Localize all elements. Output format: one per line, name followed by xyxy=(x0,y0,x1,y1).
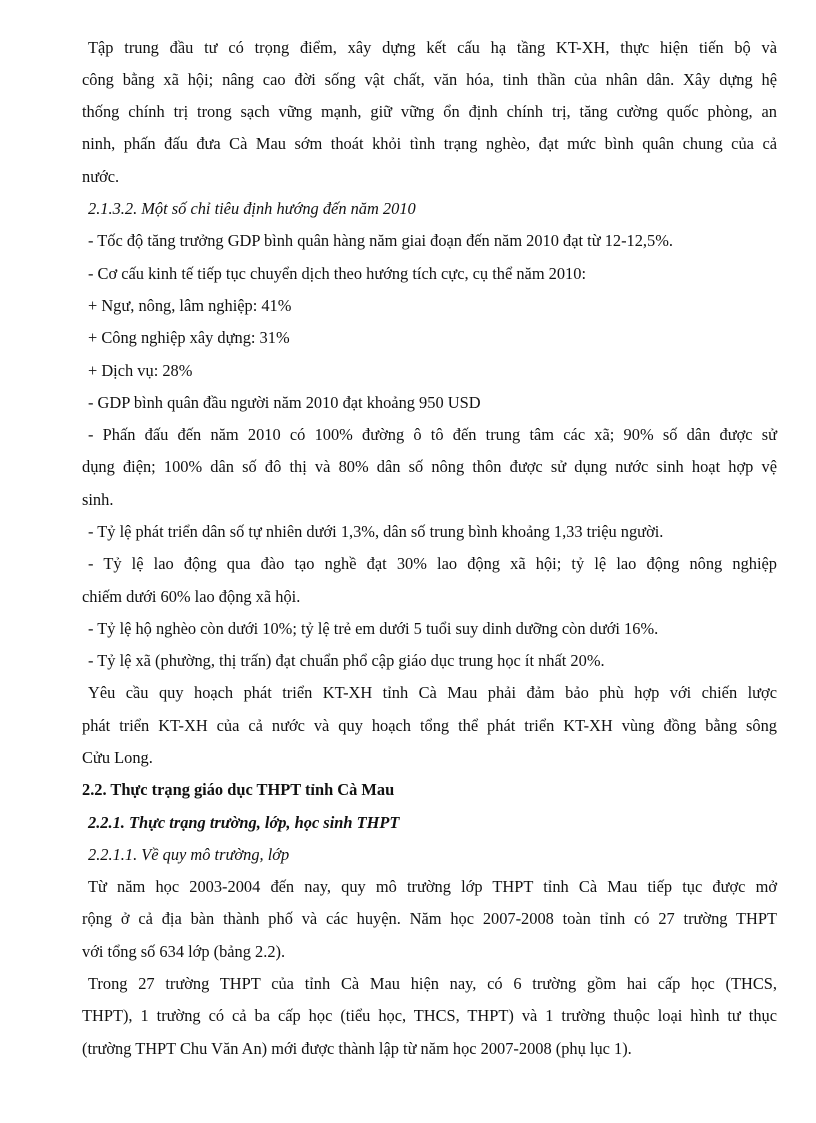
scale-line-3: với tổng số 634 lớp (bảng 2.2). xyxy=(82,942,286,961)
target-poverty: - Tỷ lệ hộ nghèo còn dưới 10%; tỷ lệ trẻ em dưới 5 tuổi suy dinh dưỡng còn dưới 16%. xyxy=(88,619,659,638)
target-gdp-growth: - Tốc độ tăng trưởng GDP bình quân hàng năm giai đoạn đến năm 2010 đạt từ 12-12,5%. xyxy=(88,231,673,250)
paragraph-1-line-1: Tập trung đầu tư có trọng điểm, xây dựng kết cấu hạ tầng KT-XH, thực hiện tiến bộ và xyxy=(88,38,777,57)
target-structure-intro: - Cơ cấu kinh tế tiếp tục chuyển dịch theo hướng tích cực, cụ thể năm 2010: xyxy=(88,264,587,283)
target-education: - Tỷ lệ xã (phường, thị trấn) đạt chuẩn phổ cập giáo dục trung học ít nhất 20%. xyxy=(88,651,605,670)
requirement-line-1: Yêu cầu quy hoạch phát triển KT-XH tỉnh Cà Mau phải đảm bảo phù hợp với chiến lược xyxy=(88,683,777,702)
heading-2-2: 2.2. Thực trạng giáo dục THPT tỉnh Cà Mau xyxy=(82,780,395,799)
requirement-line-3: Cửu Long. xyxy=(82,748,153,767)
schools-line-1: Trong 27 trường THPT của tỉnh Cà Mau hiện nay, có 6 trường gồm hai cấp học (THCS, xyxy=(88,974,777,993)
heading-2-1-3-2: 2.1.3.2. Một số chỉ tiêu định hướng đến năm 2010 xyxy=(88,199,416,218)
target-sector-industry: + Công nghiệp xây dựng: 31% xyxy=(88,328,290,347)
target-sector-agriculture: + Ngư, nông, lâm nghiệp: 41% xyxy=(88,296,292,315)
target-sector-services: + Dịch vụ: 28% xyxy=(88,361,193,380)
target-gdp-per-capita: - GDP bình quân đầu người năm 2010 đạt khoảng 950 USD xyxy=(88,393,481,412)
heading-2-2-1-1: 2.2.1.1. Về quy mô trường, lớp xyxy=(88,845,290,864)
paragraph-1-line-4: ninh, phấn đấu đưa Cà Mau sớm thoát khỏi tình trạng nghèo, đạt mức bình quân chung của cả xyxy=(82,134,777,153)
paragraph-1-line-3: thống chính trị trong sạch vững mạnh, giữ vững ổn định chính trị, tăng cường quốc phòng, an xyxy=(82,102,777,121)
target-infrastructure-line-1: - Phấn đấu đến năm 2010 có 100% đường ô tô đến trung tâm các xã; 90% số dân được sử xyxy=(88,425,777,444)
paragraph-1-line-2: công bằng xã hội; nâng cao đời sống vật chất, văn hóa, tinh thần của nhân dân. Xây dựng hệ xyxy=(82,70,777,89)
schools-line-2: THPT), 1 trường có cả ba cấp học (tiểu học, THCS, THPT) và 1 trường thuộc loại hình tư thục xyxy=(82,1006,777,1025)
requirement-line-2: phát triển KT-XH của cả nước và quy hoạch tổng thể phát triển KT-XH vùng đồng bằng sông xyxy=(82,716,777,735)
paragraph-1-line-5: nước. xyxy=(82,167,120,186)
scale-line-1: Từ năm học 2003-2004 đến nay, quy mô trường lớp THPT tỉnh Cà Mau tiếp tục được mở xyxy=(88,877,777,896)
schools-line-3: (trường THPT Chu Văn An) mới được thành lập từ năm học 2007-2008 (phụ lục 1). xyxy=(82,1039,632,1058)
scale-line-2: rộng ở cả địa bàn thành phố và các huyện. Năm học 2007-2008 toàn tỉnh có 27 trường THPT xyxy=(82,909,777,928)
heading-2-2-1: 2.2.1. Thực trạng trường, lớp, học sinh THPT xyxy=(88,813,400,832)
target-infrastructure-line-3: sinh. xyxy=(82,490,114,509)
target-infrastructure-line-2: dụng điện; 100% dân số đô thị và 80% dân số nông thôn được sử dụng nước sinh hoạt hợp vệ xyxy=(82,457,777,476)
target-labor-line-1: - Tỷ lệ lao động qua đào tạo nghề đạt 30% lao động xã hội; tỷ lệ lao động nông nghiệp xyxy=(88,554,777,573)
target-labor-line-2: chiếm dưới 60% lao động xã hội. xyxy=(82,587,301,606)
target-population: - Tỷ lệ phát triển dân số tự nhiên dưới 1,3%, dân số trung bình khoảng 1,33 triệu người. xyxy=(88,522,664,541)
